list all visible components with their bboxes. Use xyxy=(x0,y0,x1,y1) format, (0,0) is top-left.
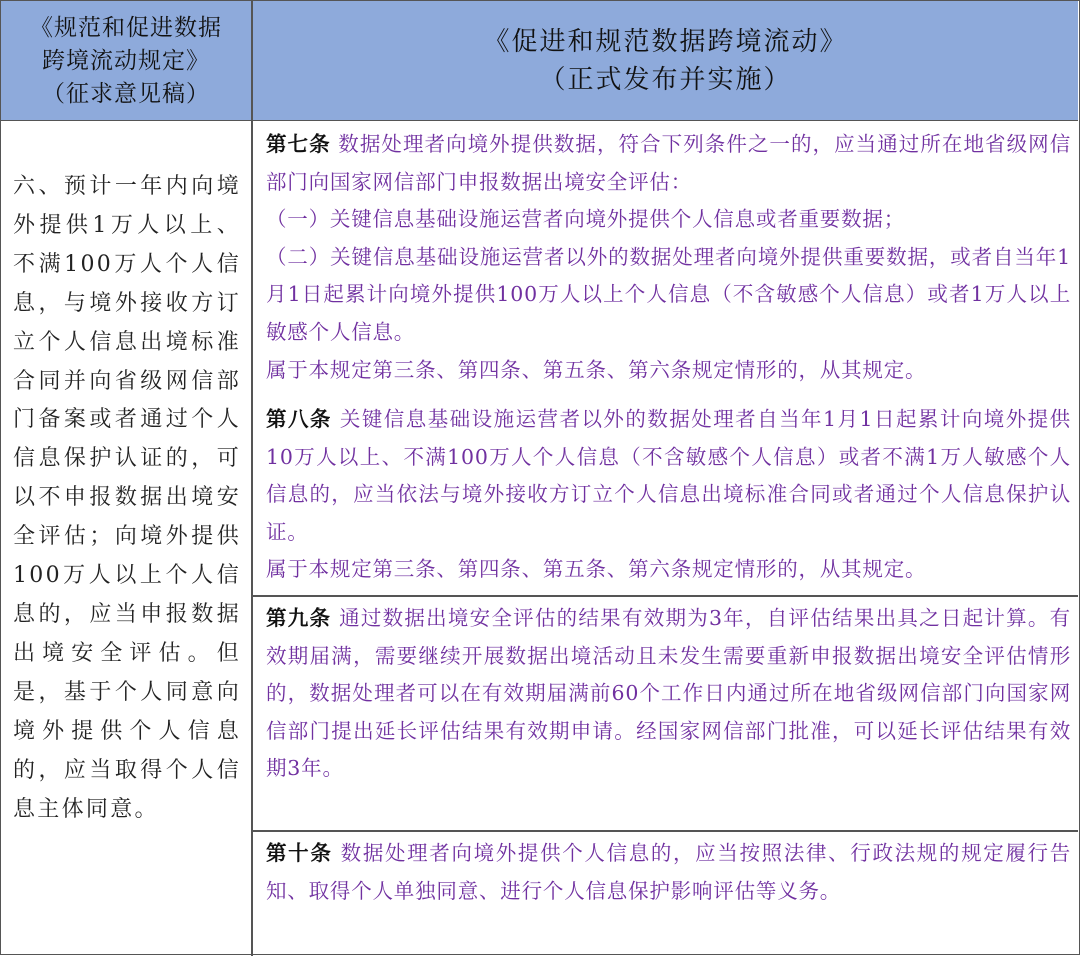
article-7-label: 第七条 xyxy=(266,132,331,156)
article-7-exception: 属于本规定第三条、第四条、第五条、第六条规定情形的，从其规定。 xyxy=(266,357,927,382)
article-10-body xyxy=(266,835,1071,910)
article-8-body xyxy=(266,401,1071,551)
header-final-line-2: （正式发布并实施） xyxy=(539,65,792,95)
article-10-text: 数据处理者向境外提供个人信息的，应当按照法律、行政法规的规定履行告知、取得个人单独同意、进行个人信息保护影响评估等义务。 xyxy=(266,841,1072,903)
header-draft-title xyxy=(1,1,251,121)
article-8-text: 关键信息基础设施运营者以外的数据处理者自当年1月1日起累计向境外提供10万人以上、不满100万人个人信息（不含敏感个人信息）或者不满1万人敏感个人信息的，应当依法与境外接收方订立个人信息出境标准合同或者通过个人信息保护认证。 xyxy=(266,407,1071,544)
article-7-item-1: （一）关键信息基础设施运营者向境外提供个人信息或者重要数据； xyxy=(266,207,905,232)
header-final-line-1: 《促进和规范数据跨境流动》 xyxy=(483,27,848,57)
article-10-label: 第十条 xyxy=(266,841,333,865)
article-7-intro-text: 数据处理者向境外提供数据，符合下列条件之一的，应当通过所在地省级网信部门向国家网信部门申报数据出境安全评估： xyxy=(266,132,1071,194)
article-8-exception: 属于本规定第三条、第四条、第五条、第六条规定情形的，从其规定。 xyxy=(266,557,927,582)
table-header-row xyxy=(1,1,1078,121)
header-draft-line-3: （征求意见稿） xyxy=(42,80,210,107)
article-7-intro xyxy=(266,126,1071,201)
article-9-body xyxy=(266,600,1071,788)
row-divider-1 xyxy=(253,595,1078,597)
header-draft-line-2: 跨境流动规定》 xyxy=(42,47,210,74)
article-9-label: 第九条 xyxy=(266,606,332,630)
article-8-label: 第八条 xyxy=(266,407,332,431)
article-10-cell xyxy=(266,835,1071,910)
header-draft-line-1: 《规范和促进数据 xyxy=(30,14,222,41)
article-7-cell xyxy=(266,126,1071,389)
column-divider xyxy=(251,1,253,956)
draft-clause-six: 六、预计一年内向境外提供1万人以上、不满100万人个人信息，与境外接收方订立个人信息出境标准合同并向省级网信部门备案或者通过个人信息保护认证的，可以不申报数据出境安全评估；向境外提供100万人以上个人信息的，应当申报数据出境安全评估。但是，基于个人同意向境外提供个人信息的，应当取得个人信息主体同意。 xyxy=(13,174,241,822)
article-9-text: 通过数据出境安全评估的结果有效期为3年，自评估结果出具之日起计算。有效期届满，需要继续开展数据出境活动且未发生需要重新申报数据出境安全评估情形的，数据处理者可以在有效期届满前60个工作日内通过所在地省级网信部门向国家网信部门提出延长评估结果有效期申请。经国家网信部门批准，可以延长评估结果有效期3年。 xyxy=(266,606,1071,781)
article-9-cell xyxy=(266,600,1071,788)
article-8-cell xyxy=(266,401,1071,589)
article-7-item-2: （二）关键信息基础设施运营者以外的数据处理者向境外提供重要数据，或者自当年1月1日起累计向境外提供100万人以上个人信息（不含敏感个人信息）或者1万人以上敏感个人信息。 xyxy=(266,244,1071,344)
header-final-title xyxy=(253,1,1078,121)
row-divider-2 xyxy=(253,830,1078,832)
